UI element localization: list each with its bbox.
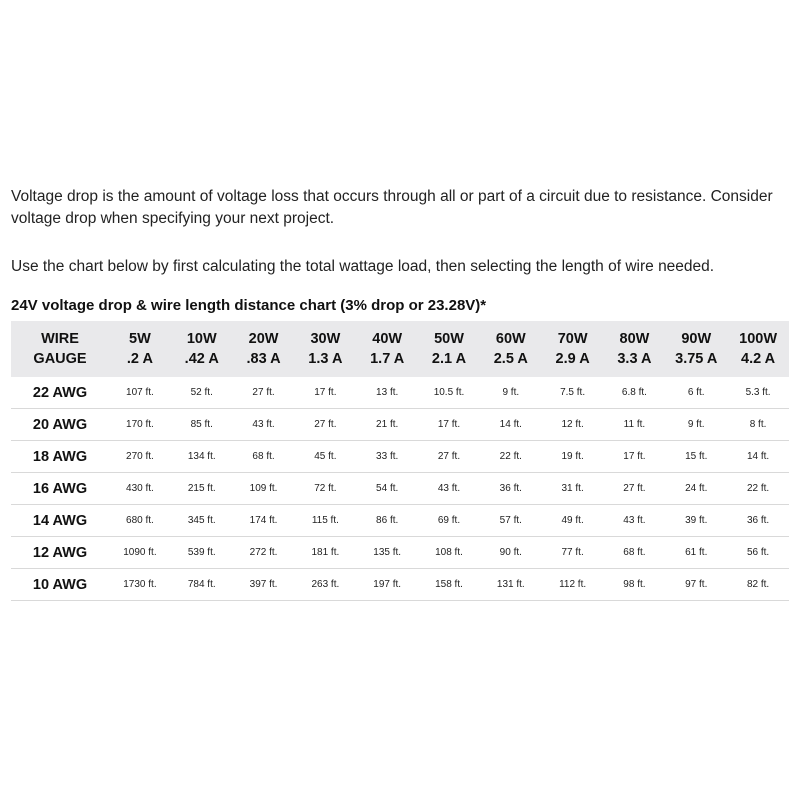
table-cell: 17 ft. [294,377,356,409]
table-cell: 112 ft. [542,569,604,601]
table-cell: 86 ft. [356,505,418,537]
table-header-row [11,321,789,377]
table-cell: 272 ft. [233,537,295,569]
table-cell: 21 ft. [356,409,418,441]
table-cell: 345 ft. [171,505,233,537]
header-amps: 3.75 A [675,351,718,367]
table-cell: 11 ft. [604,409,666,441]
table-cell: 68 ft. [233,441,295,473]
table-cell: 397 ft. [233,569,295,601]
row-gauge-label: 18 AWG [11,441,109,473]
table-cell: 6.8 ft. [604,377,666,409]
table-cell: 5.3 ft. [727,377,789,409]
table-cell: 107 ft. [109,377,171,409]
row-gauge-label: 16 AWG [11,473,109,505]
table-cell: 135 ft. [356,537,418,569]
chart-title: 24V voltage drop & wire length distance chart (3% drop or 23.28V)* [11,297,487,314]
header-col-90w [665,321,727,377]
header-watts: 30W [310,331,341,347]
table-cell: 27 ft. [604,473,666,505]
header-watts: 40W [372,331,403,347]
table-cell: 82 ft. [727,569,789,601]
table-row-20-awg [11,409,789,441]
table-cell: 69 ft. [418,505,480,537]
table-cell: 52 ft. [171,377,233,409]
header-col-100w [727,321,789,377]
article-content [11,186,789,601]
table-cell: 56 ft. [727,537,789,569]
table-cell: 54 ft. [356,473,418,505]
table-cell: 61 ft. [665,537,727,569]
table-cell: 36 ft. [480,473,542,505]
table-cell: 43 ft. [233,409,295,441]
table-cell: 43 ft. [604,505,666,537]
table-cell: 181 ft. [294,537,356,569]
header-amps: .2 A [126,351,153,367]
table-cell: 539 ft. [171,537,233,569]
header-amps: 4.2 A [741,351,776,367]
table-cell: 174 ft. [233,505,295,537]
table-cell: 19 ft. [542,441,604,473]
header-col-10w [171,321,233,377]
header-amps: 1.3 A [308,351,343,367]
table-cell: 68 ft. [604,537,666,569]
voltage-drop-table [11,321,789,601]
header-watts: 10W [186,331,217,347]
table-cell: 215 ft. [171,473,233,505]
table-cell: 22 ft. [727,473,789,505]
table-cell: 27 ft. [233,377,295,409]
table-cell: 98 ft. [604,569,666,601]
header-gauge-line2: GAUGE [33,351,87,367]
table-cell: 14 ft. [727,441,789,473]
table-cell: 57 ft. [480,505,542,537]
header-amps: 2.5 A [493,351,528,367]
table-cell: 27 ft. [294,409,356,441]
header-wire-gauge [11,321,109,377]
header-watts: 20W [248,331,279,347]
table-row-14-awg [11,505,789,537]
table-cell: 33 ft. [356,441,418,473]
header-col-40w [356,321,418,377]
header-col-50w [418,321,480,377]
table-cell: 131 ft. [480,569,542,601]
row-gauge-label: 22 AWG [11,377,109,409]
table-row-18-awg [11,441,789,473]
table-cell: 45 ft. [294,441,356,473]
row-gauge-label: 20 AWG [11,409,109,441]
table-body [11,377,789,601]
table-cell: 10.5 ft. [418,377,480,409]
header-col-60w [480,321,542,377]
header-col-30w [294,321,356,377]
header-watts: 70W [557,331,588,347]
header-amps: .42 A [184,351,219,367]
table-cell: 158 ft. [418,569,480,601]
table-cell: 680 ft. [109,505,171,537]
table-cell: 43 ft. [418,473,480,505]
table-cell: 39 ft. [665,505,727,537]
table-cell: 430 ft. [109,473,171,505]
table-cell: 784 ft. [171,569,233,601]
header-amps: .83 A [246,351,281,367]
table-cell: 17 ft. [604,441,666,473]
table-cell: 97 ft. [665,569,727,601]
table-cell: 36 ft. [727,505,789,537]
header-watts: 50W [434,331,464,347]
header-amps: 3.3 A [617,351,652,367]
table-cell: 12 ft. [542,409,604,441]
table-cell: 90 ft. [480,537,542,569]
table-cell: 1730 ft. [109,569,171,601]
table-cell: 77 ft. [542,537,604,569]
table-cell: 85 ft. [171,409,233,441]
table-cell: 134 ft. [171,441,233,473]
table-cell: 31 ft. [542,473,604,505]
row-gauge-label: 12 AWG [11,537,109,569]
table-row-10-awg [11,569,789,601]
table-cell: 14 ft. [480,409,542,441]
header-amps: 2.1 A [431,351,467,367]
table-cell: 109 ft. [233,473,295,505]
table-cell: 17 ft. [418,409,480,441]
header-col-70w [542,321,604,377]
table-row-22-awg [11,377,789,409]
header-col-20w [233,321,295,377]
table-cell: 24 ft. [665,473,727,505]
table-cell: 9 ft. [665,409,727,441]
table-cell: 15 ft. [665,441,727,473]
table-cell: 1090 ft. [109,537,171,569]
header-col-80w [604,321,666,377]
table-cell: 49 ft. [542,505,604,537]
table-cell: 9 ft. [480,377,542,409]
table-cell: 108 ft. [418,537,480,569]
header-watts: 90W [681,331,712,347]
table-cell: 263 ft. [294,569,356,601]
table-cell: 27 ft. [418,441,480,473]
table-row-16-awg [11,473,789,505]
header-col-5w [109,321,171,377]
header-amps: 1.7 A [370,351,405,367]
row-gauge-label: 10 AWG [11,569,109,601]
intro-paragraph: Voltage drop is the amount of voltage loss that occurs through all or part of a circuit due to resistance. Consider voltage drop when specifying your next project. [11,188,773,227]
header-amps: 2.9 A [555,351,590,367]
header-watts: 60W [495,331,526,347]
header-watts: 80W [619,331,650,347]
table-cell: 22 ft. [480,441,542,473]
table-cell: 13 ft. [356,377,418,409]
header-watts: 5W [129,331,151,347]
instructions-paragraph: Use the chart below by first calculating the total wattage load, then selecting the length of wire needed. [11,258,715,275]
table-cell: 72 ft. [294,473,356,505]
table-row-12-awg [11,537,789,569]
header-gauge-line1: WIRE [41,331,79,347]
table-cell: 7.5 ft. [542,377,604,409]
table-cell: 170 ft. [109,409,171,441]
table-cell: 197 ft. [356,569,418,601]
table-cell: 6 ft. [665,377,727,409]
table-cell: 115 ft. [294,505,356,537]
table-cell: 270 ft. [109,441,171,473]
table-cell: 8 ft. [727,409,789,441]
row-gauge-label: 14 AWG [11,505,109,537]
header-watts: 100W [739,331,778,347]
